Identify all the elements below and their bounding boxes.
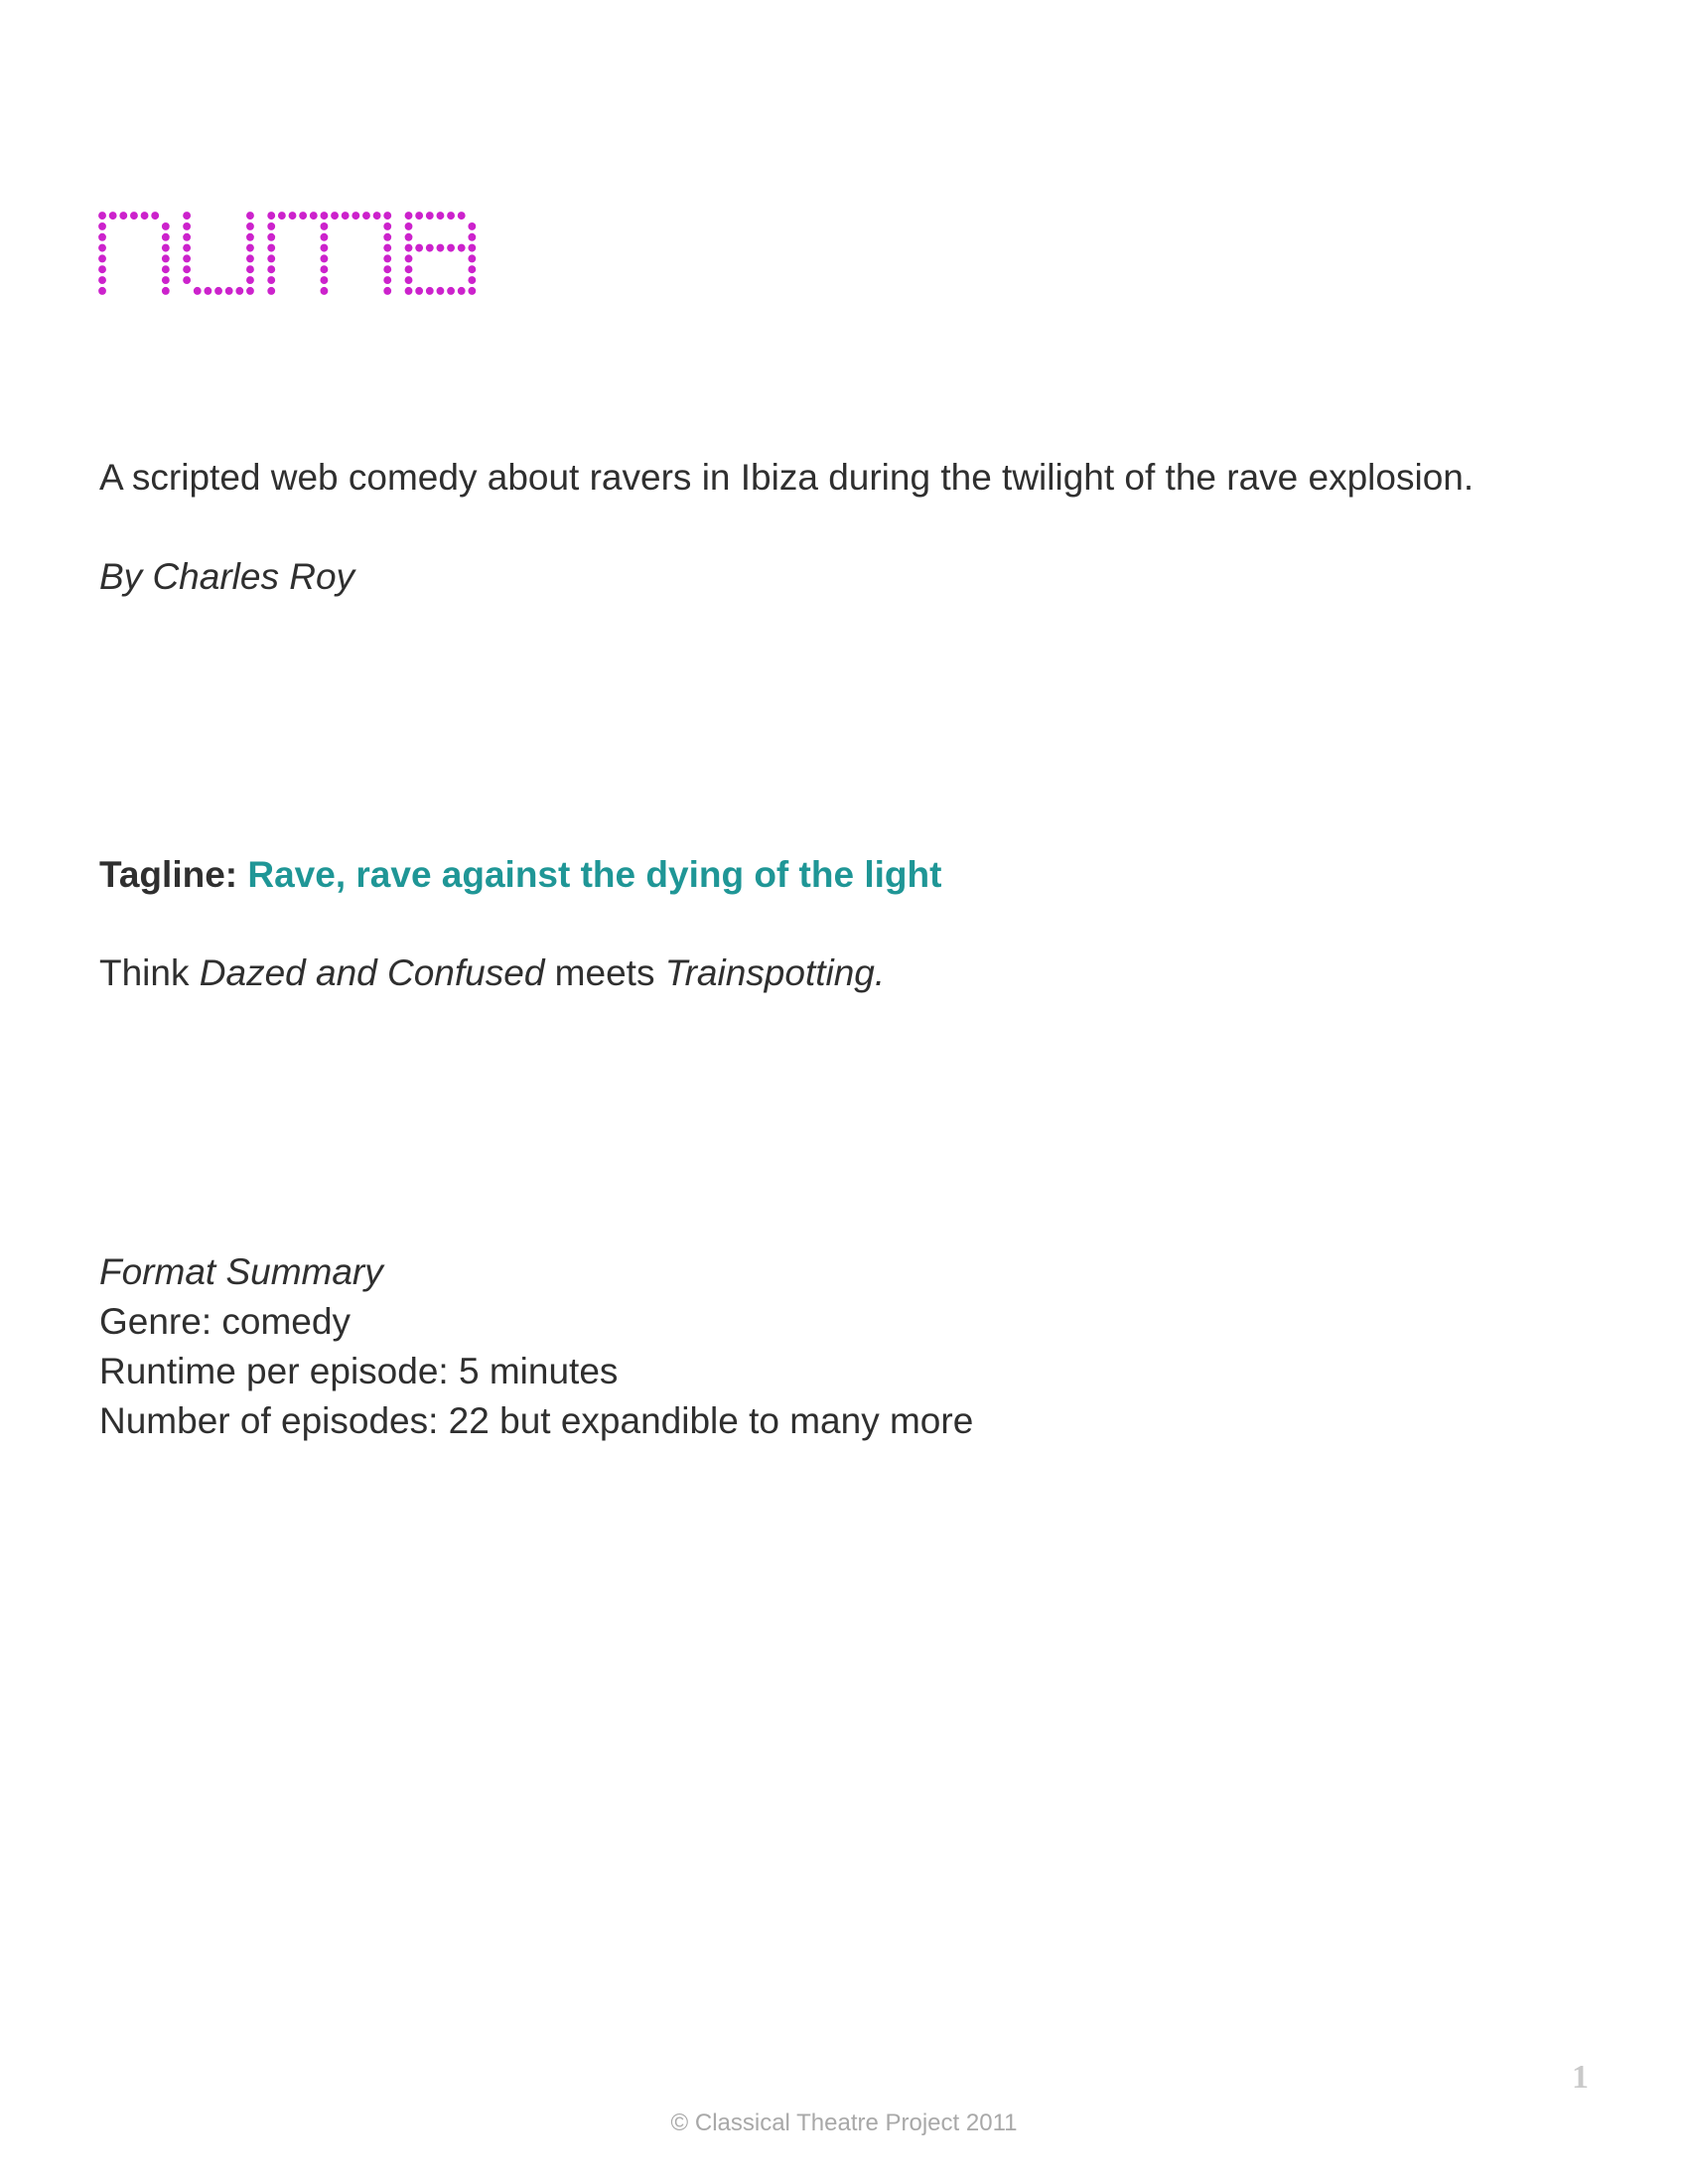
logo-dot (183, 276, 191, 284)
logo-dot (468, 276, 476, 284)
logo-dot (468, 265, 476, 273)
logo-dot (405, 265, 413, 273)
logo-dot (98, 265, 106, 273)
logo-dot (162, 244, 170, 252)
logo-dot (278, 212, 286, 219)
logo-dot (183, 233, 191, 241)
logo-dot (98, 276, 106, 284)
logo-dot (320, 265, 328, 273)
comparison-middle: meets (544, 952, 665, 993)
logo-dot (246, 254, 254, 262)
logo-dot (320, 222, 328, 230)
logo-dot (426, 244, 434, 252)
logo-dot (383, 276, 391, 284)
logo-dot (183, 212, 191, 219)
dot-matrix-logo-graphic (97, 211, 488, 296)
logo-dot (320, 276, 328, 284)
logo-dot (204, 287, 211, 295)
logo-dot (246, 276, 254, 284)
logo-dot (320, 212, 328, 219)
logo-dot (362, 212, 370, 219)
byline: By Charles Roy (99, 556, 355, 597)
comparison-title-two: Trainspotting. (664, 952, 886, 993)
logo-dot (468, 287, 476, 295)
format-genre: Genre: comedy (99, 1301, 351, 1342)
logo-dot (119, 212, 127, 219)
logo-dot (383, 233, 391, 241)
logo-dot (183, 265, 191, 273)
logo-dot (320, 254, 328, 262)
numb-logo (97, 211, 488, 296)
logo-dot (320, 287, 328, 295)
logo-dot (98, 222, 106, 230)
logo-dot (267, 244, 275, 252)
logo-dot (373, 212, 381, 219)
logo-dot (246, 233, 254, 241)
logo-dot (214, 287, 222, 295)
comparison-line (99, 948, 885, 998)
logo-dot (437, 244, 445, 252)
logo-dot (468, 254, 476, 262)
logo-dot (151, 212, 159, 219)
logo-dot (310, 212, 318, 219)
comparison-prefix: Think (99, 952, 200, 993)
comparison-title-one: Dazed and Confused (199, 952, 545, 993)
logo-dot (246, 212, 254, 219)
logo-dot (162, 265, 170, 273)
logo-dot (194, 287, 202, 295)
logo-dot (405, 287, 413, 295)
logo-dot (98, 244, 106, 252)
logo-dot (447, 212, 455, 219)
logo-dot (183, 254, 191, 262)
logo-dot (162, 287, 170, 295)
tagline-text: Rave, rave against the dying of the light (247, 854, 942, 895)
logo-dot (320, 233, 328, 241)
logo-dot (289, 212, 297, 219)
logo-dot (352, 212, 359, 219)
logo-dot (141, 212, 149, 219)
page-number: 1 (1572, 2059, 1589, 2096)
logo-dot (458, 287, 466, 295)
logo-dot (246, 244, 254, 252)
logo-dot (246, 265, 254, 273)
logo-dot (405, 233, 413, 241)
logo-dot (437, 212, 445, 219)
logo-dot (320, 244, 328, 252)
logo-dot (383, 287, 391, 295)
logo-dot (267, 254, 275, 262)
logo-dot (437, 287, 445, 295)
logo-dot (426, 287, 434, 295)
logo-dot (162, 254, 170, 262)
logo-dot (183, 244, 191, 252)
logo-dot (405, 244, 413, 252)
logo-dot (130, 212, 138, 219)
logo-dot (225, 287, 233, 295)
logo-dot (331, 212, 339, 219)
logo-dot (383, 265, 391, 273)
logo-dot (109, 212, 117, 219)
logo-dot (468, 244, 476, 252)
logo-dot (98, 254, 106, 262)
logo-dot (267, 233, 275, 241)
logo-dot (383, 244, 391, 252)
logo-dot (383, 212, 391, 219)
logo-dot (267, 265, 275, 273)
logo-dot (162, 222, 170, 230)
logo-dot (98, 212, 106, 219)
tagline (99, 850, 941, 900)
logo-dot (98, 287, 106, 295)
logo-dot (468, 233, 476, 241)
logo-dot (383, 222, 391, 230)
logo-dot (183, 222, 191, 230)
logo-dot (405, 276, 413, 284)
logo-dot (267, 222, 275, 230)
logo-dot (458, 212, 466, 219)
copyright-footer: © Classical Theatre Project 2011 (670, 2110, 1018, 2136)
logo-dot (267, 287, 275, 295)
logo-dot (458, 244, 466, 252)
logo-dot (235, 287, 243, 295)
logo-dot (415, 287, 423, 295)
logo-dot (246, 222, 254, 230)
logo-dot (405, 222, 413, 230)
format-summary-heading: Format Summary (99, 1251, 383, 1292)
logo-dot (162, 276, 170, 284)
logo-dot (405, 212, 413, 219)
logo-dot (342, 212, 350, 219)
series-description: A scripted web comedy about ravers in Ibiza during the twilight of the rave explosion. (99, 457, 1475, 498)
logo-dot (426, 212, 434, 219)
logo-dot (447, 287, 455, 295)
logo-dot (267, 212, 275, 219)
logo-dot (383, 254, 391, 262)
tagline-label: Tagline: (99, 854, 238, 895)
format-runtime: Runtime per episode: 5 minutes (99, 1351, 619, 1391)
logo-dot (267, 276, 275, 284)
logo-dot (98, 233, 106, 241)
logo-dot (162, 233, 170, 241)
logo-dot (405, 254, 413, 262)
logo-dot (246, 287, 254, 295)
logo-dot (415, 212, 423, 219)
logo-dot (299, 212, 307, 219)
logo-dot (468, 222, 476, 230)
format-episodes: Number of episodes: 22 but expandible to many more (99, 1400, 974, 1441)
logo-dot (415, 244, 423, 252)
logo-dot (447, 244, 455, 252)
